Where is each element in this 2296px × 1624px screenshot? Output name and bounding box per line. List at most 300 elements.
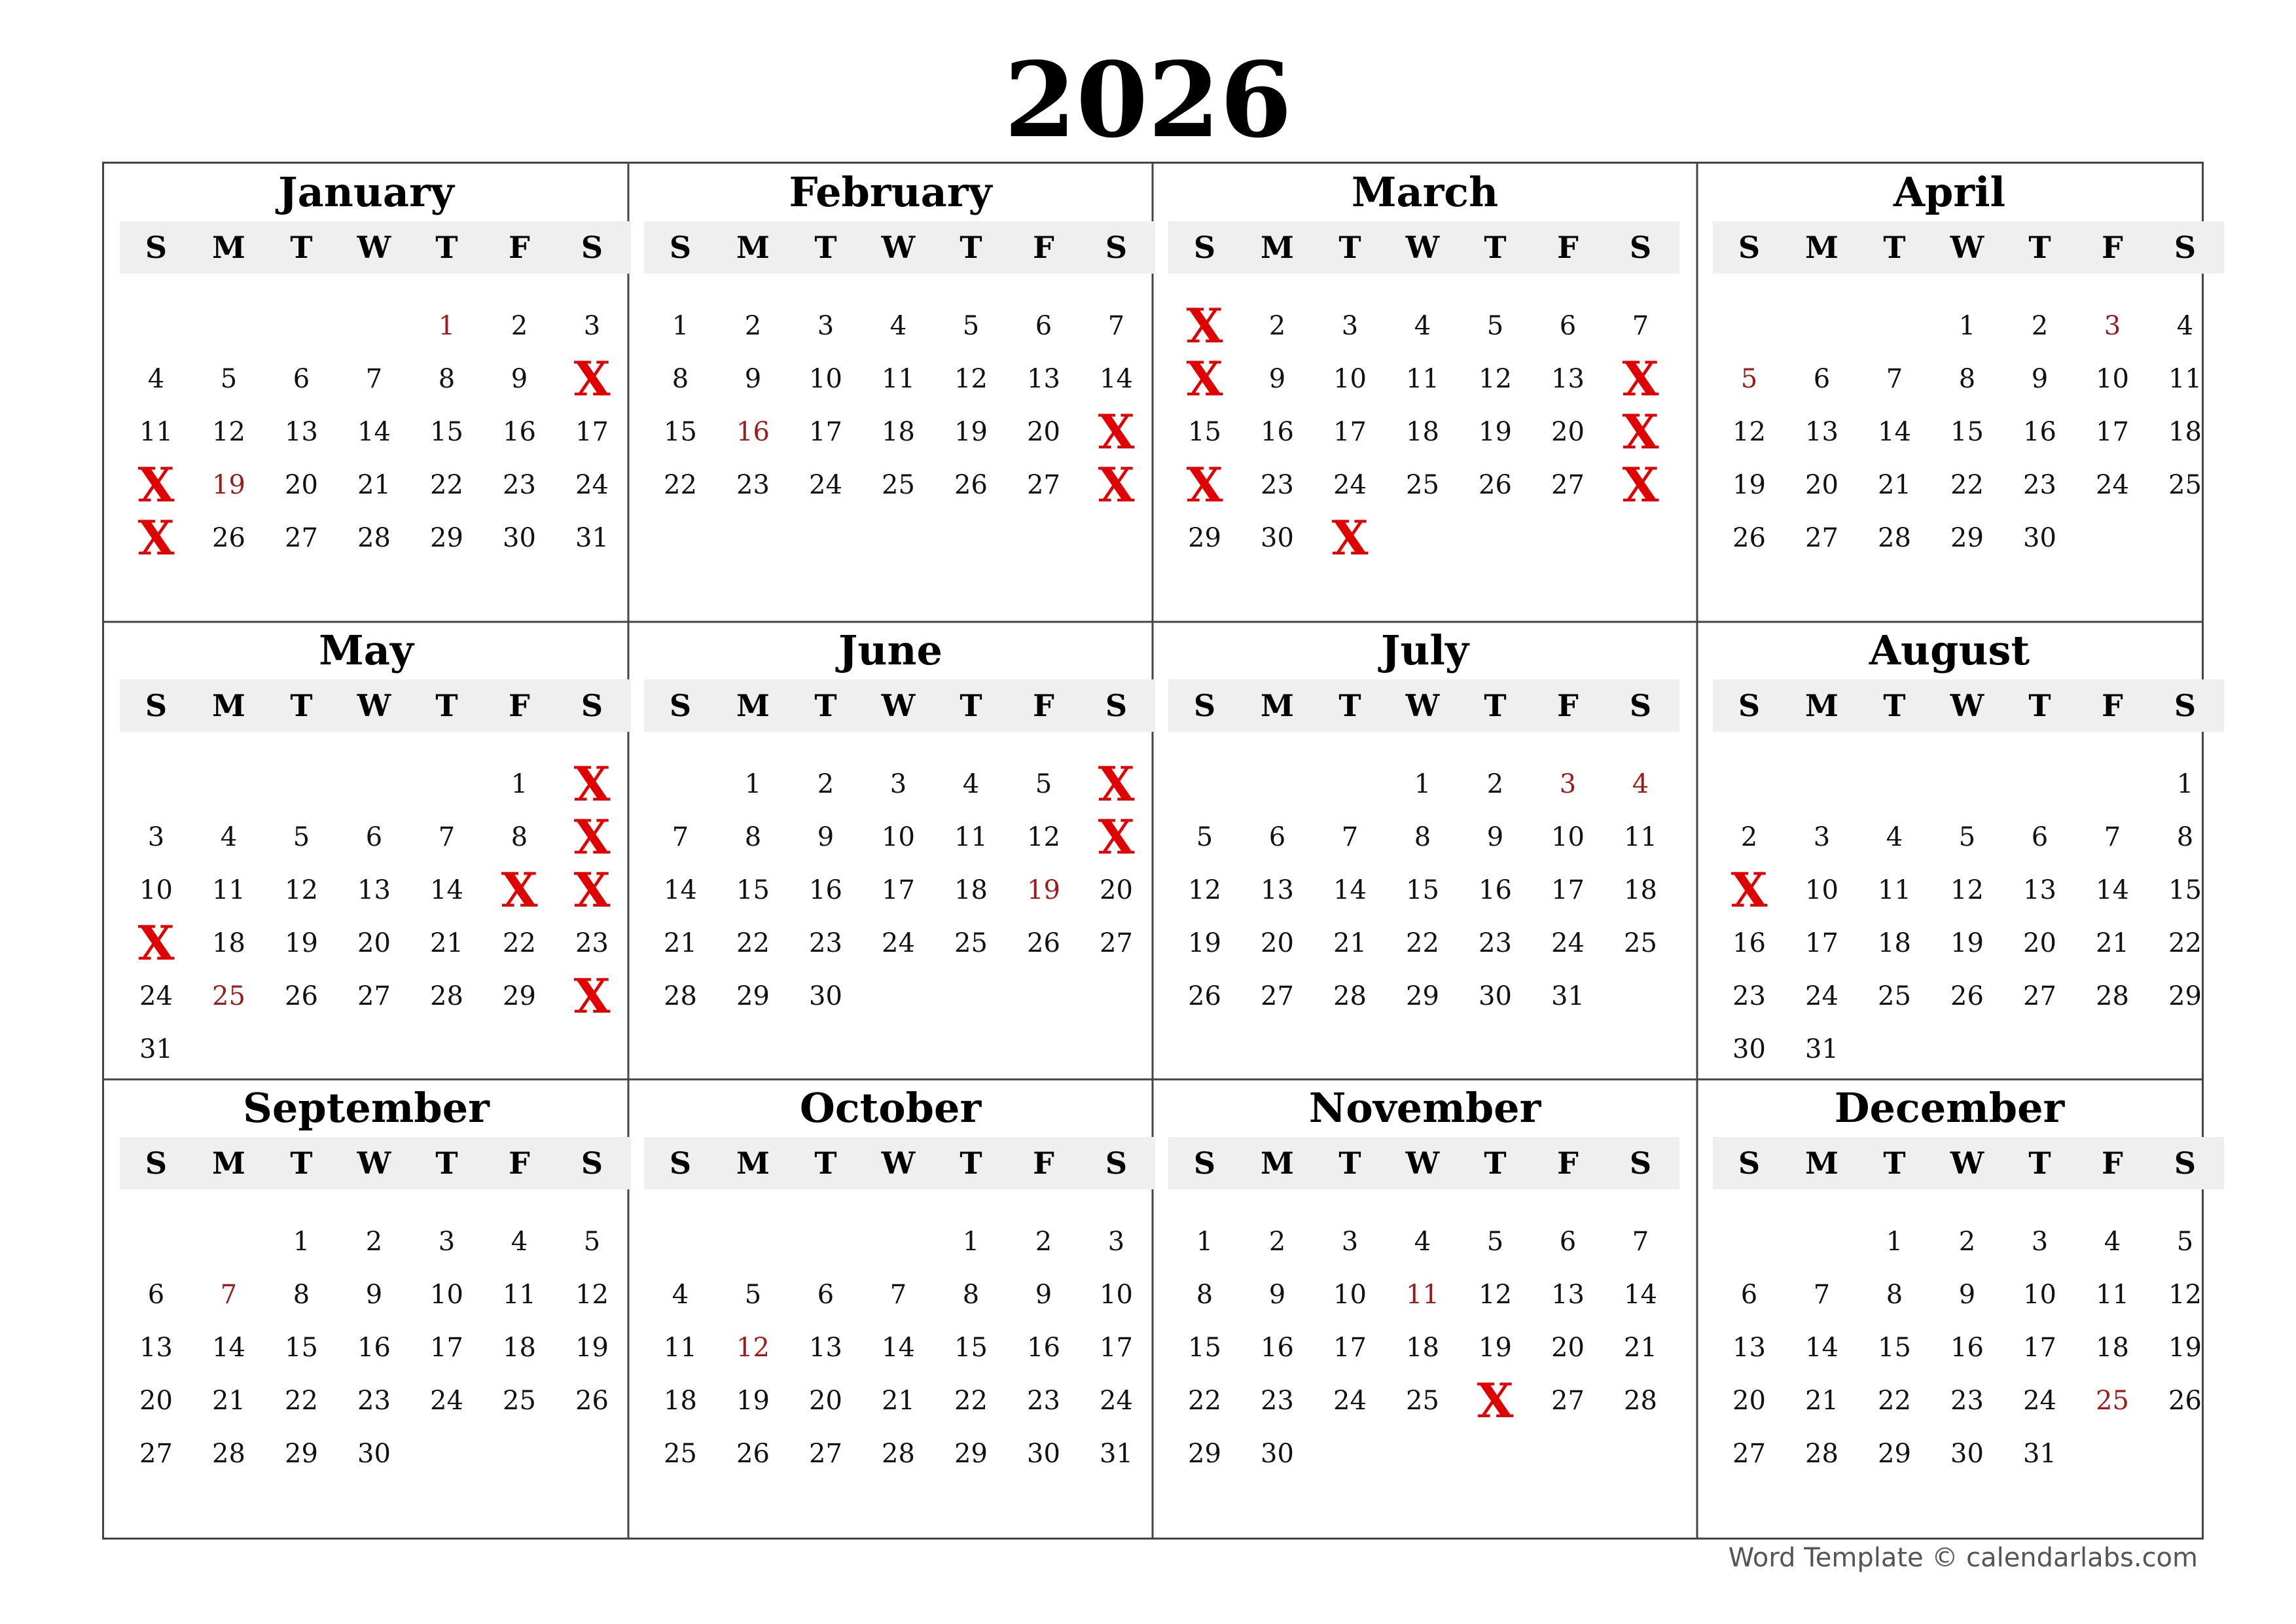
day-cell: 15 <box>2168 875 2202 905</box>
day-cell: 1 <box>511 769 528 799</box>
day-cell: 27 <box>357 981 391 1011</box>
day-cell: 20 <box>1100 875 1133 905</box>
day-cell: 2 <box>744 311 762 341</box>
month-august <box>1697 622 2202 1079</box>
day-cell: 18 <box>1406 417 1439 447</box>
day-cell: 9 <box>1486 822 1504 852</box>
weekday-label: T <box>290 1146 313 1181</box>
day-cell: 4 <box>889 311 907 341</box>
weekday-label: T <box>290 230 313 265</box>
day-cell: 25 <box>503 1386 536 1416</box>
day-cell: 18 <box>2168 417 2202 447</box>
weekday-label: W <box>1405 688 1440 723</box>
month-april <box>1697 164 2202 622</box>
weekday-label: M <box>736 230 770 265</box>
weekday-label: S <box>2174 230 2197 265</box>
marked-day-x: X <box>573 756 611 812</box>
day-cell: 19 <box>285 928 318 958</box>
weekday-label: T <box>1484 230 1507 265</box>
day-cell: 16 <box>503 417 536 447</box>
day-cell: 26 <box>285 981 318 1011</box>
day-cell: 17 <box>575 417 609 447</box>
weekday-label: S <box>1105 230 1128 265</box>
day-cell: 2 <box>1268 1227 1286 1257</box>
day-cell: 11 <box>2096 1280 2129 1310</box>
weekday-label: T <box>290 688 313 723</box>
day-cell: 12 <box>1027 822 1060 852</box>
day-cell: 24 <box>2096 470 2129 500</box>
weekday-label: T <box>1338 230 1361 265</box>
day-cell: 9 <box>1035 1280 1052 1310</box>
weekday-label: S <box>1105 688 1128 723</box>
weekday-header-row <box>1168 221 1679 274</box>
weekday-label: T <box>435 1146 458 1181</box>
day-cell: 8 <box>744 822 762 852</box>
weekday-label: S <box>145 1146 168 1181</box>
weekday-label: F <box>1033 688 1054 723</box>
day-cell: 20 <box>1027 417 1060 447</box>
day-cell: 29 <box>2168 981 2202 1011</box>
day-cell: 19 <box>1479 417 1512 447</box>
day-cell: 24 <box>882 928 915 958</box>
marked-day-x: X <box>573 351 611 406</box>
day-cell: 28 <box>1878 523 1911 553</box>
day-cell: 5 <box>1958 822 1976 852</box>
day-cell: 26 <box>1732 523 1766 553</box>
weekday-label: W <box>881 230 916 265</box>
day-cell: 5 <box>1035 769 1052 799</box>
day-cell: 20 <box>809 1386 842 1416</box>
day-cell: 5 <box>744 1280 762 1310</box>
day-cell: 24 <box>2023 1386 2056 1416</box>
day-cell: 12 <box>1950 875 1984 905</box>
marked-day-x: X <box>501 862 538 918</box>
day-cell: 30 <box>1732 1034 1766 1064</box>
day-cell: 30 <box>1027 1439 1060 1469</box>
day-cell: 8 <box>1414 822 1431 852</box>
day-cell: 27 <box>1027 470 1060 500</box>
day-cell: 1 <box>1886 1227 1903 1257</box>
day-cell: 13 <box>1732 1333 1766 1363</box>
day-cell: 27 <box>1551 470 1585 500</box>
day-cell: 14 <box>430 875 463 905</box>
day-cell: 19 <box>2168 1333 2202 1363</box>
day-cell: 10 <box>1333 1280 1367 1310</box>
day-cell: 3 <box>1813 822 1831 852</box>
day-cell: 26 <box>575 1386 609 1416</box>
day-cell: 2 <box>1486 769 1504 799</box>
day-cell: 25 <box>1406 470 1439 500</box>
day-cell: 8 <box>962 1280 980 1310</box>
day-cell: 3 <box>2031 1227 2049 1257</box>
day-cell: 3 <box>817 311 834 341</box>
day-cell: 10 <box>2096 364 2129 394</box>
holiday-day: 1 <box>438 311 456 341</box>
weekday-label: T <box>1883 1146 1906 1181</box>
day-cell: 8 <box>2176 822 2194 852</box>
day-cell: 7 <box>889 1280 907 1310</box>
day-cell: 17 <box>1333 417 1367 447</box>
day-cell: 4 <box>2104 1227 2121 1257</box>
calendar-grid <box>102 162 2204 1540</box>
day-cell: 2 <box>511 311 528 341</box>
day-cell: 22 <box>954 1386 988 1416</box>
day-cell: 4 <box>147 364 165 394</box>
weekday-label: S <box>669 688 692 723</box>
day-cell: 24 <box>809 470 842 500</box>
weekday-label: F <box>2102 230 2123 265</box>
day-cell: 15 <box>430 417 463 447</box>
day-cell: 13 <box>809 1333 842 1363</box>
day-cell: 22 <box>1188 1386 1221 1416</box>
day-cell: 22 <box>1406 928 1439 958</box>
day-cell: 26 <box>736 1439 770 1469</box>
day-cell: 7 <box>1813 1280 1831 1310</box>
marked-day-x: X <box>1477 1373 1514 1428</box>
day-cell: 12 <box>1479 1280 1512 1310</box>
day-cell: 11 <box>882 364 915 394</box>
month-title: August <box>1869 626 2030 674</box>
weekday-label: T <box>814 230 837 265</box>
day-cell: 25 <box>1878 981 1911 1011</box>
day-cell: 23 <box>357 1386 391 1416</box>
weekday-label: T <box>960 230 982 265</box>
day-cell: 14 <box>212 1333 245 1363</box>
day-cell: 4 <box>1886 822 1903 852</box>
weekday-label: W <box>357 230 391 265</box>
day-cell: 13 <box>1551 1280 1585 1310</box>
day-cell: 24 <box>575 470 609 500</box>
day-cell: 26 <box>2168 1386 2202 1416</box>
day-cell: 23 <box>736 470 770 500</box>
weekday-label: S <box>1105 1146 1128 1181</box>
day-cell: 29 <box>1950 523 1984 553</box>
day-cell: 5 <box>962 311 980 341</box>
day-cell: 26 <box>1479 470 1512 500</box>
day-cell: 13 <box>139 1333 173 1363</box>
day-cell: 12 <box>954 364 988 394</box>
day-cell: 17 <box>2023 1333 2056 1363</box>
day-cell: 12 <box>285 875 318 905</box>
marked-day-x: X <box>1098 457 1135 513</box>
day-cell: 14 <box>1624 1280 1657 1310</box>
day-cell: 27 <box>1805 523 1839 553</box>
marked-day-x: X <box>1098 809 1135 865</box>
weekday-label: F <box>1033 1146 1054 1181</box>
weekday-label: W <box>1950 1146 1984 1181</box>
day-cell: 21 <box>1333 928 1367 958</box>
day-cell: 25 <box>1624 928 1657 958</box>
day-cell: 6 <box>1268 822 1286 852</box>
day-cell: 8 <box>1958 364 1976 394</box>
day-cell: 1 <box>293 1227 310 1257</box>
day-cell: 11 <box>664 1333 697 1363</box>
marked-day-x: X <box>1331 510 1369 566</box>
day-cell: 1 <box>2176 769 2194 799</box>
day-cell: 14 <box>1805 1333 1839 1363</box>
day-cell: 25 <box>664 1439 697 1469</box>
month-title: November <box>1308 1084 1541 1132</box>
day-cell: 22 <box>430 470 463 500</box>
day-cell: 8 <box>438 364 456 394</box>
day-cell: 21 <box>212 1386 245 1416</box>
day-cell: 20 <box>139 1386 173 1416</box>
day-cell: 2 <box>1740 822 1758 852</box>
day-cell: 18 <box>2096 1333 2129 1363</box>
day-cell: 18 <box>1878 928 1911 958</box>
day-cell: 1 <box>1958 311 1976 341</box>
day-cell: 14 <box>882 1333 915 1363</box>
day-cell: 11 <box>139 417 173 447</box>
day-cell: 4 <box>672 1280 689 1310</box>
day-cell: 29 <box>503 981 536 1011</box>
day-cell: 13 <box>1805 417 1839 447</box>
month-title: October <box>799 1084 982 1132</box>
marked-day-x: X <box>137 915 175 971</box>
day-cell: 10 <box>1805 875 1839 905</box>
day-cell: 26 <box>954 470 988 500</box>
day-cell: 7 <box>438 822 456 852</box>
day-cell: 15 <box>1950 417 1984 447</box>
day-cell: 17 <box>430 1333 463 1363</box>
day-cell: 10 <box>882 822 915 852</box>
day-cell: 31 <box>1805 1034 1839 1064</box>
marked-day-x: X <box>1186 351 1223 406</box>
day-cell: 24 <box>139 981 173 1011</box>
weekday-label: M <box>212 230 245 265</box>
day-cell: 8 <box>293 1280 310 1310</box>
day-cell: 26 <box>1950 981 1984 1011</box>
day-cell: 18 <box>212 928 245 958</box>
day-cell: 11 <box>1624 822 1657 852</box>
weekday-label: T <box>960 1146 982 1181</box>
day-cell: 22 <box>2168 928 2202 958</box>
marked-day-x: X <box>1098 404 1135 460</box>
day-cell: 26 <box>212 523 245 553</box>
month-title: May <box>319 626 414 674</box>
day-cell: 4 <box>1414 311 1431 341</box>
day-cell: 17 <box>2096 417 2129 447</box>
day-cell: 24 <box>1551 928 1585 958</box>
calendar-year-title: 2026 <box>1004 40 1292 161</box>
month-title: April <box>1893 168 2006 216</box>
weekday-header-row <box>1713 679 2224 732</box>
day-cell: 5 <box>220 364 238 394</box>
day-cell: 27 <box>1551 1386 1585 1416</box>
marked-day-x: X <box>1098 756 1135 812</box>
day-cell: 7 <box>365 364 383 394</box>
weekday-label: T <box>814 1146 837 1181</box>
day-cell: 5 <box>2176 1227 2194 1257</box>
day-cell: 7 <box>2104 822 2121 852</box>
weekday-label: F <box>509 230 530 265</box>
day-cell: 5 <box>1196 822 1213 852</box>
day-cell: 8 <box>672 364 689 394</box>
day-cell: 6 <box>293 364 310 394</box>
month-july <box>1153 622 1697 1079</box>
day-cell: 9 <box>1958 1280 1976 1310</box>
day-cell: 28 <box>430 981 463 1011</box>
day-cell: 21 <box>1624 1333 1657 1363</box>
day-cell: 23 <box>1261 1386 1294 1416</box>
day-cell: 14 <box>2096 875 2129 905</box>
day-cell: 28 <box>357 523 391 553</box>
day-cell: 27 <box>285 523 318 553</box>
weekday-label: W <box>1405 1146 1440 1181</box>
month-january <box>104 164 628 622</box>
weekday-label: S <box>2174 688 2197 723</box>
day-cell: 2 <box>1035 1227 1052 1257</box>
month-title: September <box>243 1084 490 1132</box>
holiday-day: 25 <box>2096 1386 2129 1416</box>
weekday-label: T <box>2028 688 2051 723</box>
day-cell: 3 <box>1107 1227 1125 1257</box>
month-september <box>104 1079 628 1538</box>
day-cell: 24 <box>1100 1386 1133 1416</box>
day-cell: 18 <box>664 1386 697 1416</box>
holiday-day: 11 <box>1406 1280 1439 1310</box>
day-cell: 1 <box>1196 1227 1213 1257</box>
marked-day-x: X <box>137 457 175 513</box>
day-cell: 3 <box>147 822 165 852</box>
day-cell: 28 <box>1333 981 1367 1011</box>
holiday-day: 5 <box>1740 364 1758 394</box>
day-cell: 21 <box>2096 928 2129 958</box>
weekday-label: T <box>2028 230 2051 265</box>
day-cell: 19 <box>954 417 988 447</box>
marked-day-x: X <box>573 809 611 865</box>
day-cell: 3 <box>1341 1227 1359 1257</box>
weekday-label: W <box>881 688 916 723</box>
month-february <box>628 164 1153 622</box>
day-cell: 10 <box>1551 822 1585 852</box>
weekday-header-row <box>1713 1137 2224 1189</box>
day-cell: 18 <box>1624 875 1657 905</box>
day-cell: 28 <box>212 1439 245 1469</box>
day-cell: 18 <box>882 417 915 447</box>
weekday-label: S <box>581 230 603 265</box>
day-cell: 11 <box>503 1280 536 1310</box>
day-cell: 12 <box>1732 417 1766 447</box>
day-cell: 29 <box>954 1439 988 1469</box>
weekday-label: S <box>145 230 168 265</box>
weekday-header-row <box>1713 221 2224 274</box>
day-cell: 13 <box>2023 875 2056 905</box>
day-cell: 16 <box>1261 417 1294 447</box>
month-may <box>104 622 628 1079</box>
weekday-label: T <box>2028 1146 2051 1181</box>
day-cell: 9 <box>1268 364 1286 394</box>
day-cell: 24 <box>430 1386 463 1416</box>
weekday-label: F <box>509 1146 530 1181</box>
day-cell: 15 <box>954 1333 988 1363</box>
day-cell: 9 <box>2031 364 2049 394</box>
day-cell: 2 <box>2031 311 2049 341</box>
weekday-label: F <box>1557 688 1579 723</box>
day-cell: 4 <box>220 822 238 852</box>
day-cell: 28 <box>1805 1439 1839 1469</box>
weekday-header-row <box>644 679 1155 732</box>
weekday-label: T <box>1883 688 1906 723</box>
day-cell: 27 <box>809 1439 842 1469</box>
day-cell: 19 <box>1188 928 1221 958</box>
weekday-label: S <box>1193 1146 1216 1181</box>
holiday-day: 4 <box>1632 769 1649 799</box>
day-cell: 10 <box>2023 1280 2056 1310</box>
day-cell: 27 <box>1261 981 1294 1011</box>
day-cell: 15 <box>1188 1333 1221 1363</box>
day-cell: 7 <box>1107 311 1125 341</box>
day-cell: 23 <box>1027 1386 1060 1416</box>
day-cell: 27 <box>1100 928 1133 958</box>
weekday-label: M <box>736 1146 770 1181</box>
day-cell: 29 <box>430 523 463 553</box>
day-cell: 16 <box>1261 1333 1294 1363</box>
day-cell: 3 <box>438 1227 456 1257</box>
day-cell: 30 <box>809 981 842 1011</box>
footer-credit: Word Template © calendarlabs.com <box>1728 1543 2198 1573</box>
day-cell: 10 <box>1100 1280 1133 1310</box>
day-cell: 15 <box>1406 875 1439 905</box>
weekday-label: S <box>1738 688 1761 723</box>
day-cell: 28 <box>664 981 697 1011</box>
day-cell: 2 <box>817 769 834 799</box>
day-cell: 13 <box>1261 875 1294 905</box>
weekday-header-row <box>1168 679 1679 732</box>
day-cell: 7 <box>672 822 689 852</box>
day-cell: 27 <box>1732 1439 1766 1469</box>
marked-day-x: X <box>137 510 175 566</box>
day-cell: 6 <box>1035 311 1052 341</box>
marked-day-x: X <box>1622 404 1659 460</box>
day-cell: 30 <box>1950 1439 1984 1469</box>
day-cell: 19 <box>575 1333 609 1363</box>
holiday-day: 19 <box>1027 875 1060 905</box>
day-cell: 21 <box>1878 470 1911 500</box>
day-cell: 17 <box>1333 1333 1367 1363</box>
day-cell: 22 <box>1950 470 1984 500</box>
day-cell: 19 <box>1950 928 1984 958</box>
day-cell: 23 <box>1479 928 1512 958</box>
day-cell: 12 <box>212 417 245 447</box>
day-cell: 19 <box>1732 470 1766 500</box>
day-cell: 7 <box>1886 364 1903 394</box>
day-cell: 7 <box>1632 311 1649 341</box>
weekday-label: T <box>1484 1146 1507 1181</box>
weekday-label: T <box>960 688 982 723</box>
holiday-day: 19 <box>212 470 245 500</box>
day-cell: 22 <box>664 470 697 500</box>
day-cell: 14 <box>1878 417 1911 447</box>
day-cell: 22 <box>285 1386 318 1416</box>
weekday-label: T <box>435 688 458 723</box>
weekday-label: T <box>1338 688 1361 723</box>
month-title: January <box>278 168 454 216</box>
day-cell: 19 <box>736 1386 770 1416</box>
day-cell: 30 <box>1479 981 1512 1011</box>
day-cell: 17 <box>1805 928 1839 958</box>
day-cell: 31 <box>1551 981 1585 1011</box>
day-cell: 21 <box>357 470 391 500</box>
day-cell: 22 <box>503 928 536 958</box>
day-cell: 3 <box>583 311 601 341</box>
marked-day-x: X <box>1731 862 1768 918</box>
day-cell: 29 <box>1878 1439 1911 1469</box>
day-cell: 11 <box>2168 364 2202 394</box>
day-cell: 20 <box>1261 928 1294 958</box>
day-cell: 4 <box>2176 311 2194 341</box>
day-cell: 10 <box>809 364 842 394</box>
